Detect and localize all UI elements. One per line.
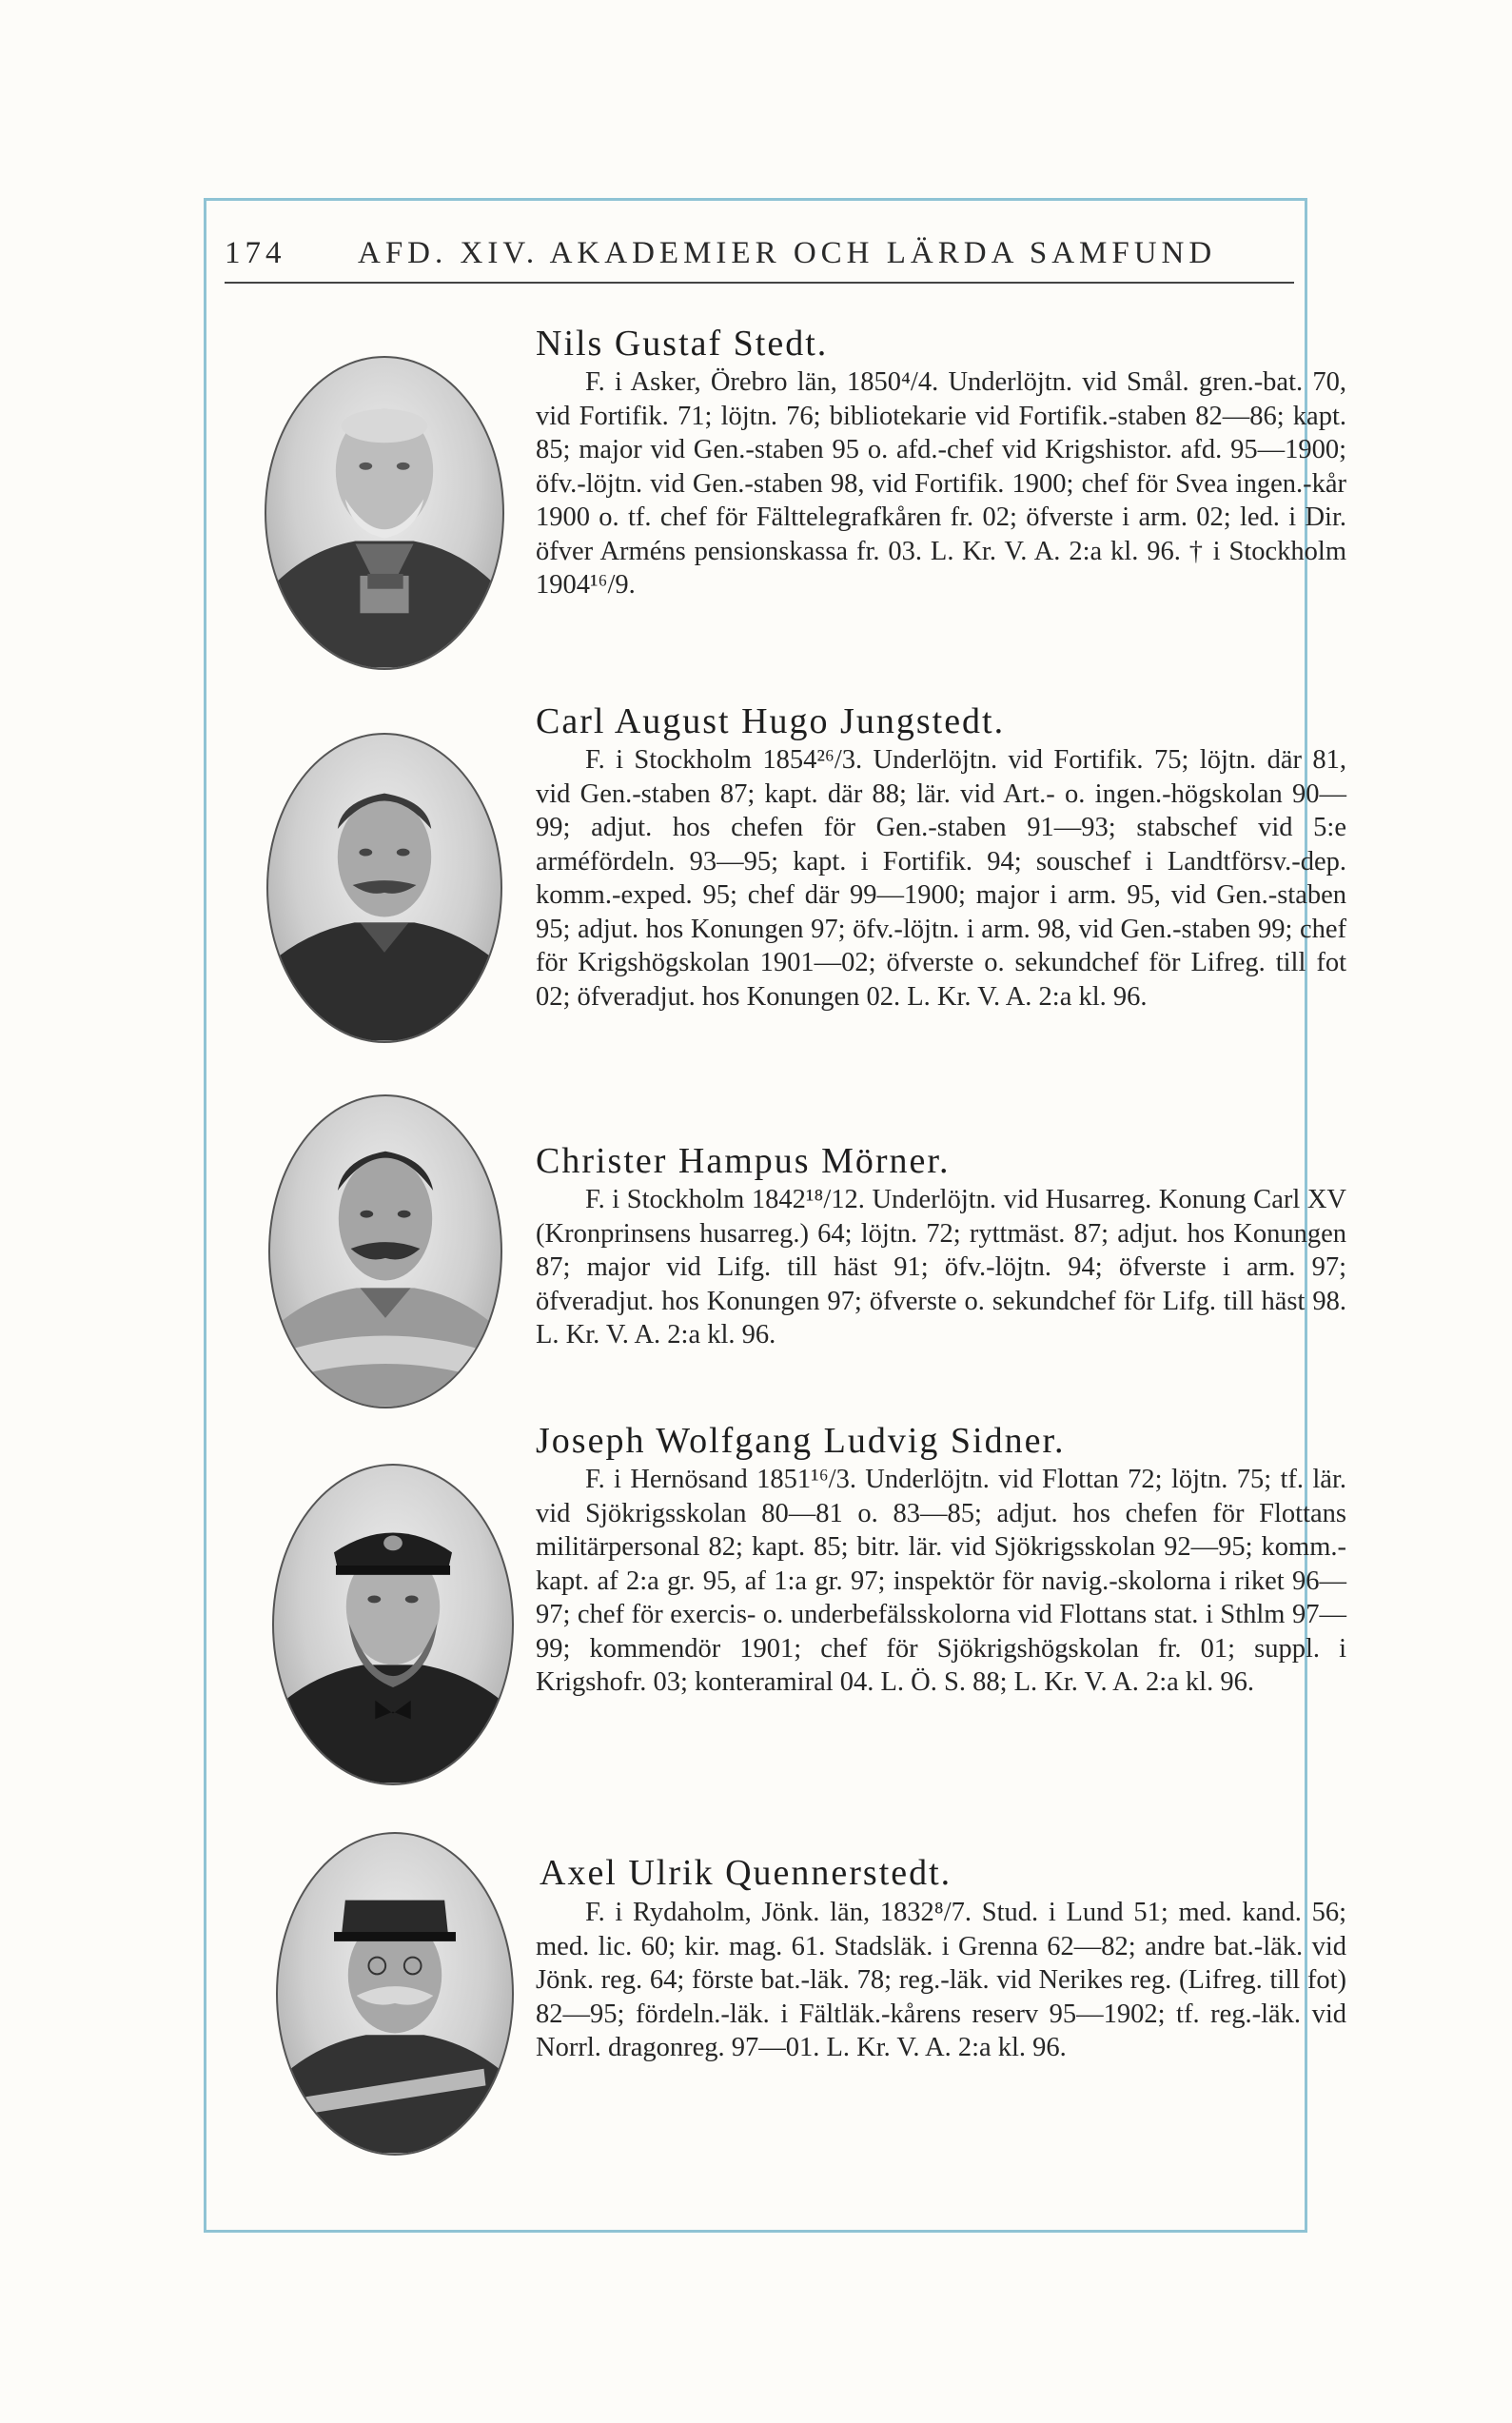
entry-name-quennerstedt: Axel Ulrik Quennerstedt. [540, 1853, 952, 1893]
portrait-quennerstedt-image [278, 1834, 512, 2154]
entry-bio-morner: F. i Stockholm 1842¹⁸/12. Underlöjtn. vid Husarreg. Konung Carl XV (Kronprinsens husarreg.) 64; löjtn. 72; ryttmäst. 87; adjut. hos Konungen 87; major vid Lifg. till häst 91; öfv.-löjtn. 94; öfverste i arm. 97; öfveradjut. hos Konungen 97; öfverste o. sekundchef för Lifg. till häst 98. L. Kr. V. A. 2:a kl. 96. [536, 1185, 1346, 1349]
page-number: 174 [225, 236, 286, 270]
entry-name-jungstedt: Carl August Hugo Jungstedt. [536, 701, 1006, 741]
portrait-sidner [272, 1464, 514, 1785]
portrait-jungstedt [266, 733, 502, 1043]
portrait-quennerstedt [276, 1832, 514, 2156]
page-header [225, 236, 1294, 284]
portrait-stedt [265, 356, 504, 670]
portrait-morner [268, 1094, 502, 1408]
portrait-morner-image [270, 1096, 501, 1407]
entry-name-sidner: Joseph Wolfgang Ludvig Sidner. [536, 1421, 1066, 1461]
entry-bio-sidner: F. i Hernösand 1851¹⁶/3. Underlöjtn. vid Flottan 72; löjtn. 75; tf. lär. vid Sjökrigsskolan 80—81 o. 83—85; adjut. hos chefen för Flottans militärpersonal 82; kapt. 85; bitr. lär. vid Sjökrigsskolan 92—95; komm.-kapt. af 2:a gr. 95, af 1:a gr. 97; inspektör för navig.-skolorna i riket 96—97; chef för exercis- o. underbefälsskolorna vid Flottans stat. i Sthlm 97—99; kommendör 1901; chef för Sjökrigshögskolan fr. 01; suppl. i Krigshofr. 03; konteramiral 04. L. Ö. S. 88; L. Kr. V. A. 2:a kl. 96. [536, 1465, 1346, 1697]
portrait-stedt-image [266, 358, 502, 668]
entry-bio-jungstedt: F. i Stockholm 1854²⁶/3. Underlöjtn. vid Fortifik. 75; löjtn. där 81, vid Gen.-staben 87; kapt. där 88; lär. vid Art.- o. ingen.-högskolan 90—99; adjut. hos chefen för Gen.-staben 91—93; stabschef vid 5:e arméfördeln. 93—95; kapt. i Fortifik. 94; souschef i Landtförsv.-dep. komm.-exped. 95; chef där 99—1900; major i arm. 95, vid Gen.-staben 95; adjut. hos Konungen 97; öfv.-löjtn. i arm. 98, vid Gen.-staben 99; chef för Krigshögskolan 1901—02; öfverste o. sekundchef för Lifreg. till fot 02; öfveradjut. hos Konungen 02. L. Kr. V. A. 2:a kl. 96. [536, 745, 1346, 1012]
portrait-sidner-image [274, 1466, 512, 1783]
entry-bio-stedt: F. i Asker, Örebro län, 1850⁴/4. Underlöjtn. vid Smål. gren.-bat. 70, vid Fortifik. 71; löjtn. 76; bibliotekarie vid Fortifik.-staben 82—86; kapt. 85; major vid Gen.-staben 95 o. afd.-chef vid Krigshistor. afd. 95—1900; öfv.-löjtn. vid Gen.-staben 98, vid Fortifik. 1900; chef för Svea ingen.-kår 1900 o. tf. chef för Fälttelegrafkåren fr. 02; öfverste i arm. 02; led. i Dir. öfver Arméns pensionskassa fr. 03. L. Kr. V. A. 2:a kl. 96. † i Stockholm 1904¹⁶/9. [536, 367, 1346, 600]
entry-name-stedt: Nils Gustaf Stedt. [536, 324, 829, 364]
entry-bio-quennerstedt: F. i Rydaholm, Jönk. län, 1832⁸/7. Stud. i Lund 51; med. kand. 56; med. lic. 60; kir. mag. 61. Stadsläk. i Grenna 62—82; andre bat.-läk. vid Jönk. reg. 64; förste bat.-läk. 78; reg.-läk. vid Nerikes reg. (Lifreg. till fot) 82—95; fördeln.-läk. i Fältläk.-kårens reserv 95—1902; tf. reg.-läk. vid Norrl. dragonreg. 97—01. L. Kr. V. A. 2:a kl. 96. [536, 1898, 1346, 2062]
entry-name-morner: Christer Hampus Mörner. [536, 1141, 951, 1181]
portrait-jungstedt-image [268, 735, 501, 1041]
page-title: AFD. XIV. AKADEMIER OCH LÄRDA SAMFUND [358, 236, 1217, 270]
